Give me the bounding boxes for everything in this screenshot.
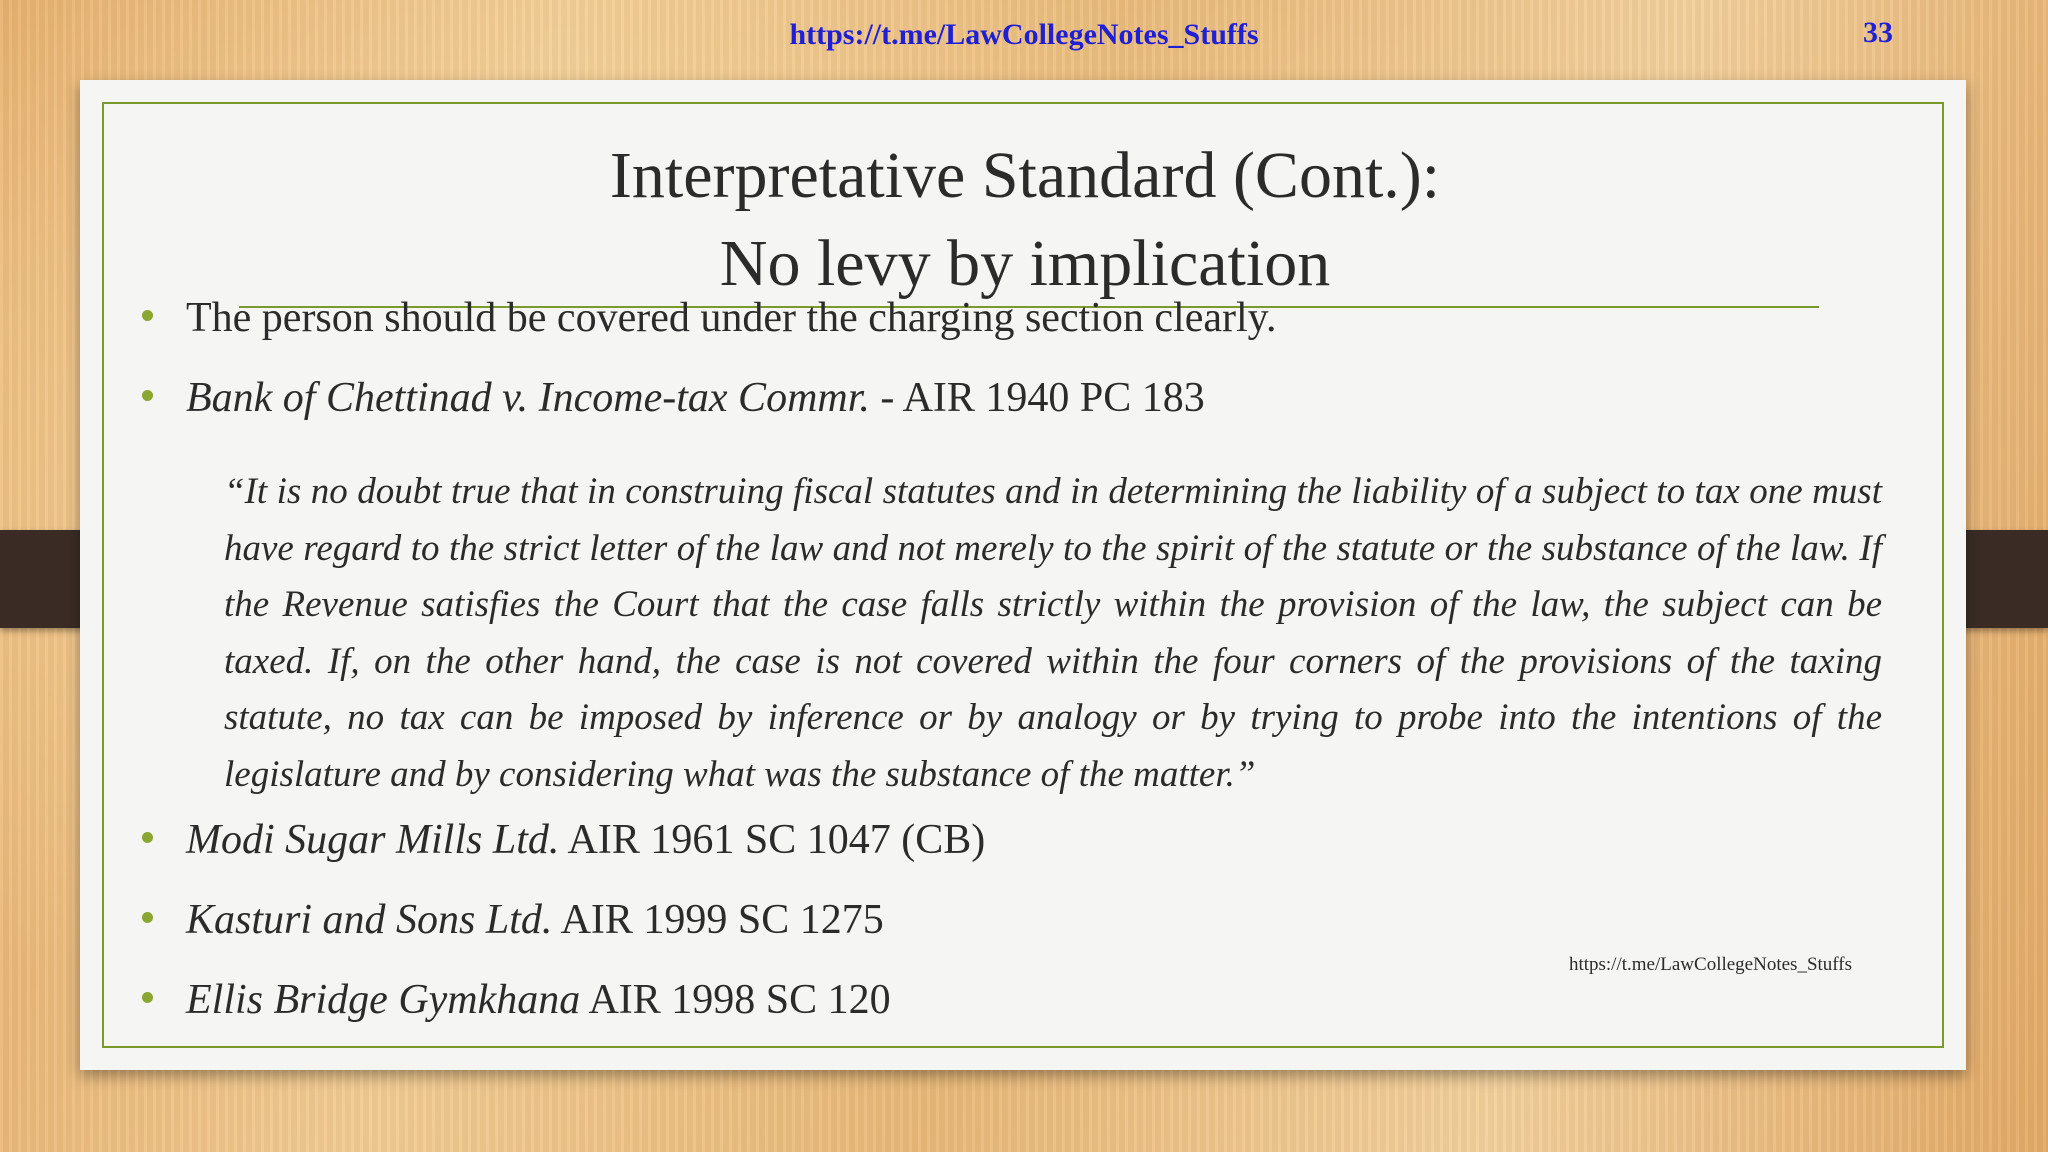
header-link[interactable]: https://t.me/LawCollegeNotes_Stuffs xyxy=(789,18,1259,51)
slide-frame xyxy=(102,102,1944,1048)
slide-title xyxy=(104,132,1946,308)
bullet-item xyxy=(142,816,985,864)
slide-card xyxy=(80,80,1966,1070)
case-name: Bank of Chettinad v. Income-tax Commr. xyxy=(186,375,870,421)
bullet-text: The person should be covered under the charging section clearly. xyxy=(186,295,1277,341)
bullet-dot-icon xyxy=(142,992,153,1003)
slide-title-line1: Interpretative Standard (Cont.): xyxy=(609,139,1441,212)
bullet-dot-icon xyxy=(142,912,153,923)
bullet-item xyxy=(142,374,1205,422)
page-number: 33 xyxy=(1863,16,1893,49)
case-name: Kasturi and Sons Ltd. xyxy=(186,897,553,943)
case-name: Ellis Bridge Gymkhana xyxy=(186,977,581,1023)
bullet-dot-icon xyxy=(142,390,153,401)
case-citation: AIR 1999 SC 1275 xyxy=(552,897,884,943)
footer-link[interactable]: https://t.me/LawCollegeNotes_Stuffs xyxy=(1568,954,1852,975)
bullet-item xyxy=(142,896,884,944)
bullet-item xyxy=(142,976,891,1024)
bullet-dot-icon xyxy=(142,310,153,321)
bullet-item xyxy=(142,294,1276,342)
bullet-dot-icon xyxy=(142,832,153,843)
case-name: Modi Sugar Mills Ltd. xyxy=(186,817,560,863)
judgment-quote: “It is no doubt true that in construing fiscal statutes and in determining the liability of a subject to tax one must have regard to the strict letter of the law and not merely to the spirit of the statute or the substance of the law. If the Revenue satisfies the Court that the case falls strictly within the provision of the law, the subject can be taxed. If, on the other hand, the case is not covered within the four corners of the provisions of the taxing statute, no tax can be imposed by inference or by analogy or by trying to probe into the intentions of the legislature and by considering what was the substance of the matter.” xyxy=(224,471,1882,795)
case-citation: - AIR 1940 PC 183 xyxy=(869,375,1205,421)
case-citation: AIR 1961 SC 1047 (CB) xyxy=(559,817,986,863)
slide-title-line2: No levy by implication xyxy=(719,227,1331,300)
case-citation: AIR 1998 SC 120 xyxy=(580,977,891,1023)
